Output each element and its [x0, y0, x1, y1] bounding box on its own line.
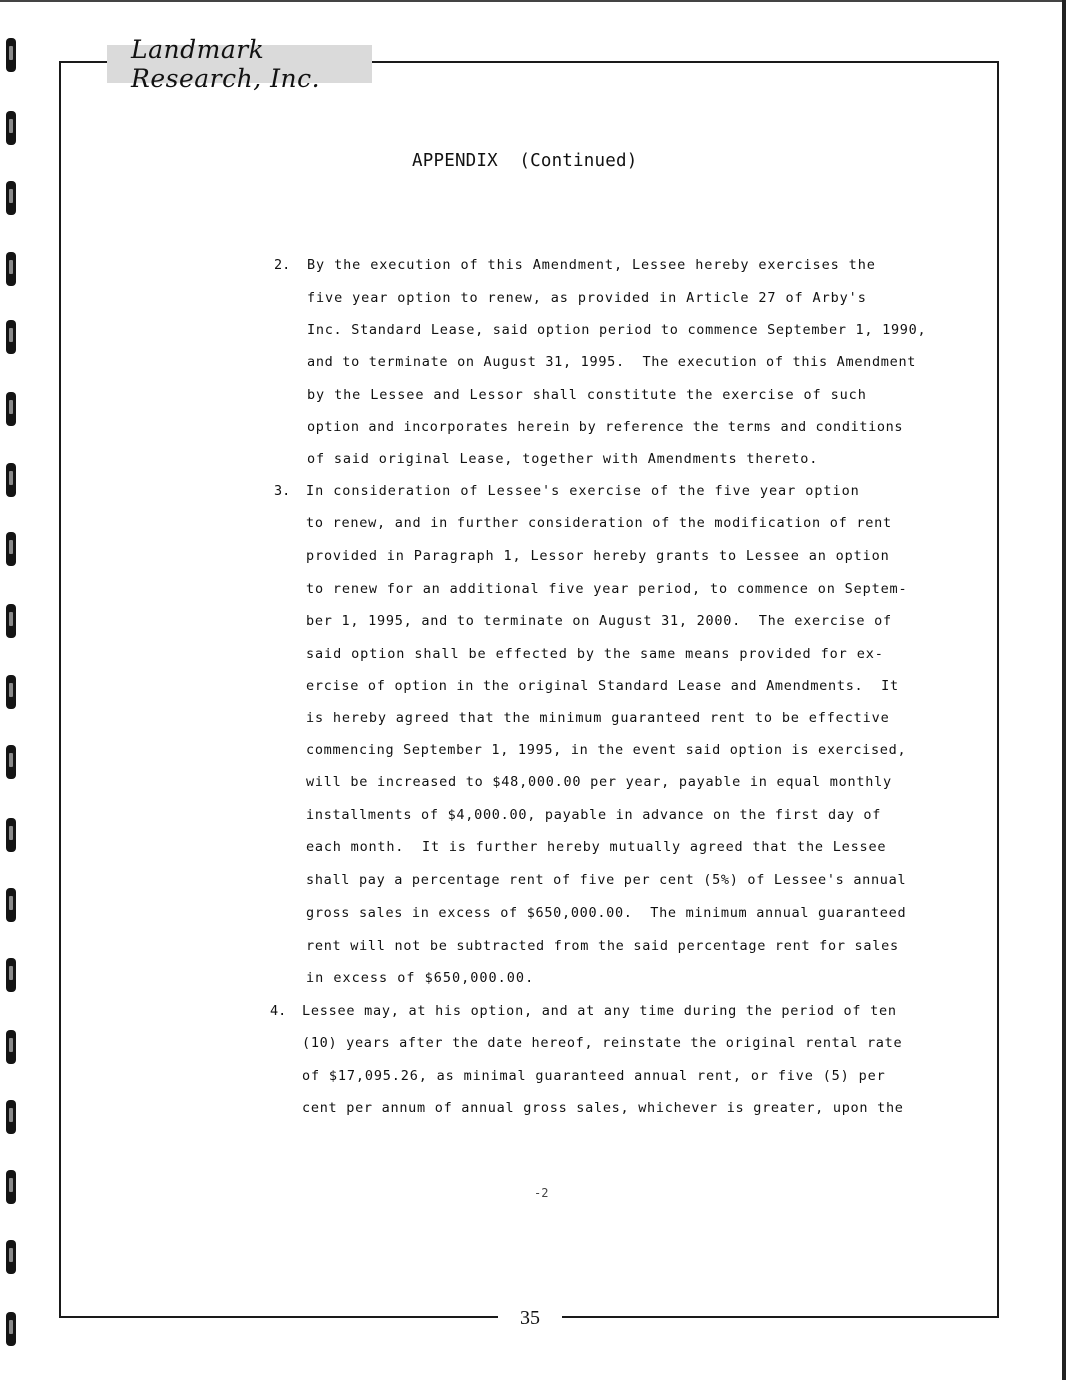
paragraph-line: five year option to renew, as provided in Article 27 of Arby's — [307, 290, 867, 306]
binding-hole — [6, 38, 16, 72]
page-mark: -2 — [534, 1186, 549, 1200]
paragraph-line: of $17,095.26, as minimal guaranteed annual rent, or five (5) per — [302, 1068, 886, 1084]
binding-hole — [6, 1312, 16, 1346]
paragraph-line: of said original Lease, together with Amendments thereto. — [307, 451, 819, 467]
item-number: 2. — [274, 257, 291, 273]
paragraph-line: to renew for an additional five year period, to commence on Septem- — [306, 581, 908, 597]
binding-hole — [6, 818, 16, 852]
binding-hole — [6, 463, 16, 497]
paragraph-line: rent will not be subtracted from the said percentage rent for sales — [306, 938, 899, 954]
binding-hole — [6, 181, 16, 215]
paragraph-line: ercise of option in the original Standard Lease and Amendments. It — [306, 678, 899, 694]
binding-hole — [6, 1240, 16, 1274]
paragraph-line: provided in Paragraph 1, Lessor hereby grants to Lessee an option — [306, 548, 890, 564]
paragraph-line: In consideration of Lessee's exercise of the five year option — [306, 483, 860, 499]
logo-text: Landmark Research, Inc. — [131, 35, 321, 93]
binding-hole — [6, 1100, 16, 1134]
binding-hole — [6, 111, 16, 145]
company-logo — [107, 35, 372, 93]
paragraph-line: to renew, and in further consideration of the modification of rent — [306, 515, 892, 531]
binding-hole — [6, 1170, 16, 1204]
paragraph-line: Lessee may, at his option, and at any time during the period of ten — [302, 1003, 897, 1019]
paragraph-line: installments of $4,000.00, payable in advance on the first day of — [306, 807, 882, 823]
page-number-box — [498, 1304, 562, 1332]
paragraph-line: cent per annum of annual gross sales, whichever is greater, upon the — [302, 1100, 904, 1116]
paragraph-line: Inc. Standard Lease, said option period to commence September 1, 1990, — [307, 322, 927, 338]
paragraph-line: (10) years after the date hereof, reinstate the original rental rate — [302, 1035, 903, 1051]
binding-hole — [6, 745, 16, 779]
paragraph-line: gross sales in excess of $650,000.00. The minimum annual guaranteed — [306, 905, 907, 921]
binding-hole — [6, 1030, 16, 1064]
binding-hole — [6, 532, 16, 566]
binding-holes — [6, 0, 20, 1380]
paragraph-line: By the execution of this Amendment, Lessee hereby exercises the — [307, 257, 876, 273]
page-number: 35 — [520, 1306, 540, 1329]
paragraph-line: by the Lessee and Lessor shall constitute the exercise of such — [307, 387, 867, 403]
paragraph-line: is hereby agreed that the minimum guaranteed rent to be effective — [306, 710, 890, 726]
item-number: 3. — [274, 483, 291, 499]
binding-hole — [6, 320, 16, 354]
paragraph-line: each month. It is further hereby mutually agreed that the Lessee — [306, 839, 887, 855]
paragraph-line: ber 1, 1995, and to terminate on August 31, 2000. The exercise of — [306, 613, 892, 629]
binding-hole — [6, 392, 16, 426]
paragraph-line: will be increased to $48,000.00 per year, payable in equal monthly — [306, 774, 892, 790]
binding-hole — [6, 888, 16, 922]
paragraph-line: said option shall be effected by the same means provided for ex- — [306, 646, 884, 662]
appendix-heading: APPENDIX (Continued) — [412, 151, 638, 171]
item-number: 4. — [270, 1003, 287, 1019]
paragraph-line: in excess of $650,000.00. — [306, 970, 535, 986]
page-right-edge — [1062, 0, 1066, 1380]
page-top-edge — [0, 0, 1066, 2]
paragraph-line: and to terminate on August 31, 1995. The execution of this Amendment — [307, 354, 917, 370]
binding-hole — [6, 252, 16, 286]
paragraph-line: option and incorporates herein by reference the terms and conditions — [307, 419, 904, 435]
paragraph-line: commencing September 1, 1995, in the event said option is exercised, — [306, 742, 907, 758]
binding-hole — [6, 604, 16, 638]
binding-hole — [6, 958, 16, 992]
binding-hole — [6, 675, 16, 709]
paragraph-line: shall pay a percentage rent of five per cent (5%) of Lessee's annual — [306, 872, 907, 888]
